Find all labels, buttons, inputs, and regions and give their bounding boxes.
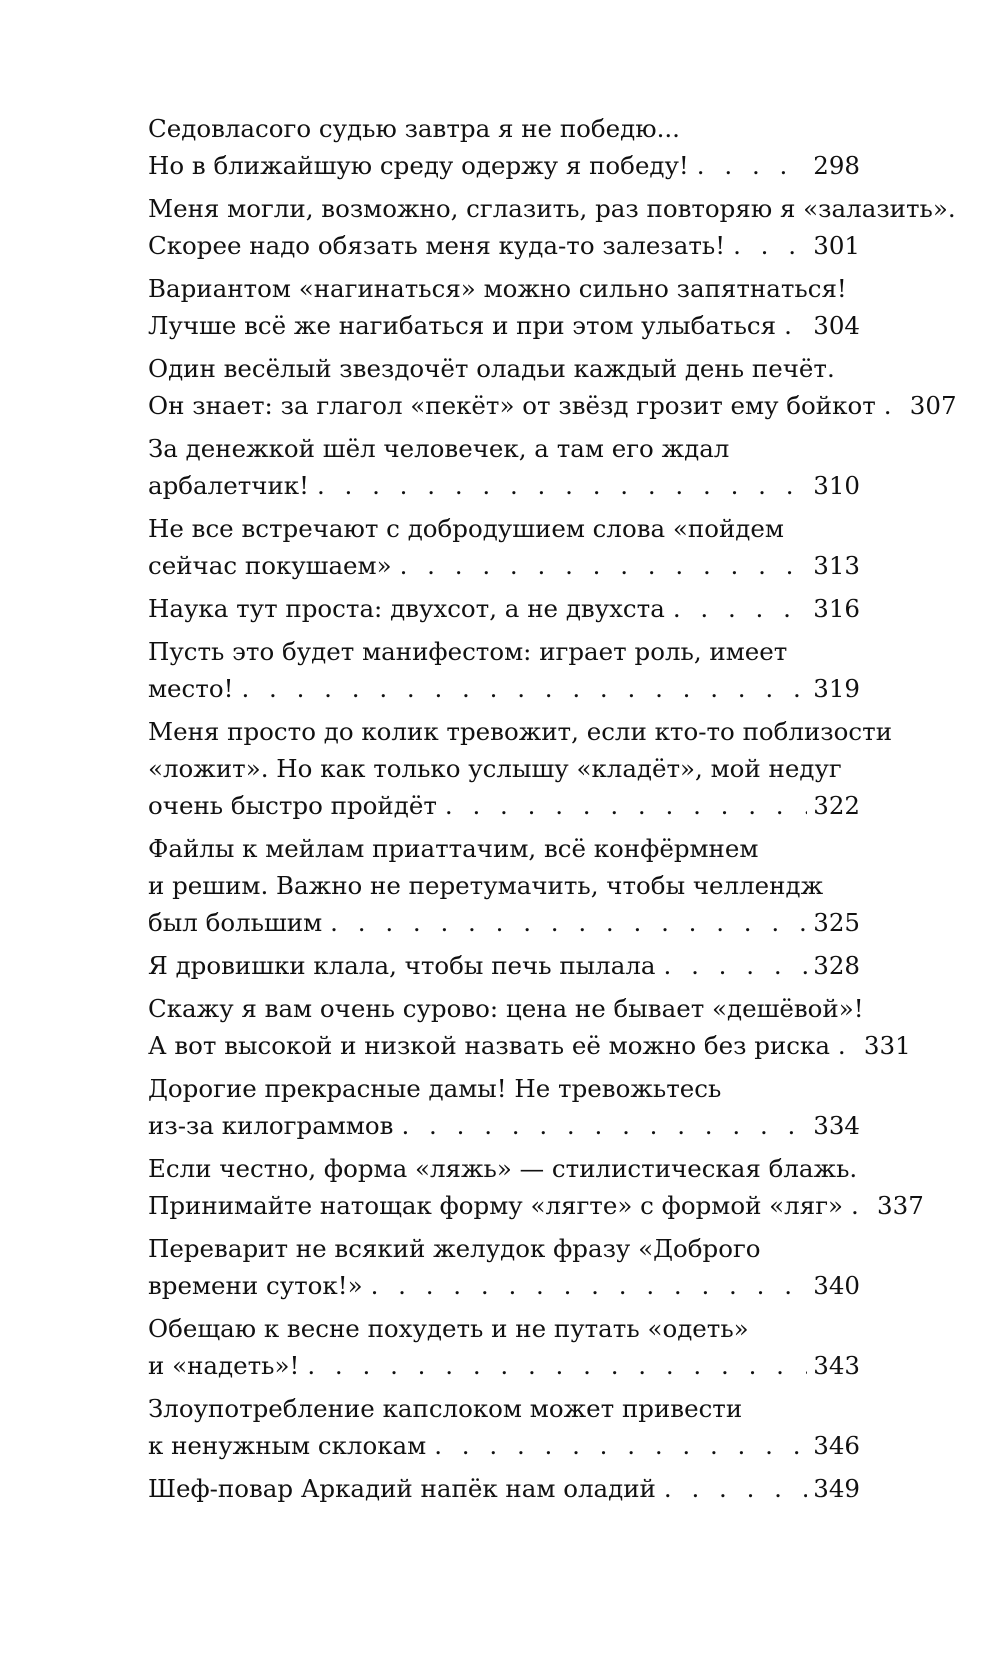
toc-entry-line: Скажу я вам очень сурово: цена не бывает «дешёвой»!: [148, 994, 864, 1023]
toc-entry-line: Он знает: за глагол «пекёт» от звёзд грозит ему бойкот: [148, 391, 876, 420]
toc-entry-line: Скорее надо обязать меня куда-то залезать!: [148, 231, 726, 260]
toc-entry-last-line: [148, 590, 860, 627]
toc-entry-last-line: [148, 467, 860, 504]
toc-entry: [148, 590, 860, 627]
dot-leader: [233, 670, 807, 707]
dot-leader: [656, 1470, 807, 1507]
page-number: 334: [813, 1111, 860, 1140]
toc-entry: [148, 990, 911, 1064]
toc-entry-line: и «надеть»!: [148, 1351, 300, 1380]
toc-entry: [148, 190, 956, 264]
toc-entry-line: «ложит». Но как только услышу «кладёт», мой недуг: [148, 754, 842, 783]
dot-leader: [843, 1187, 871, 1224]
toc-entry-line: Если честно, форма «ляжь» — стилистическая блажь.: [148, 1154, 858, 1183]
dot-leader: [830, 1027, 858, 1064]
dot-leader: [689, 147, 807, 184]
page-number: 337: [877, 1191, 924, 1220]
page-number: 301: [813, 231, 860, 260]
toc-entry-last-line: [148, 787, 860, 824]
toc-entry: [148, 350, 957, 424]
dot-leader: [656, 947, 808, 984]
toc-entry-last-line: [148, 387, 957, 424]
dot-leader: [725, 227, 807, 264]
toc-entry: [148, 947, 860, 984]
dot-leader: [665, 590, 807, 627]
toc-entry-line: Вариантом «нагинаться» можно сильно запятнаться!: [148, 274, 847, 303]
toc-entry-line: Меня просто до колик тревожит, если кто-то поблизости: [148, 717, 893, 746]
dot-leader: [876, 387, 904, 424]
toc-entry-line: За денежкой шёл человечек, а там его ждал: [148, 434, 730, 463]
toc-entry-line: к ненужным склокам: [148, 1431, 427, 1460]
page-number: 319: [813, 674, 860, 703]
toc-entry-line: Переварит не всякий желудок фразу «Доброго: [148, 1234, 761, 1263]
toc-entry-line: сейчас покушаем»: [148, 551, 392, 580]
page-number: 310: [813, 471, 860, 500]
toc-entry-line: арбалетчик!: [148, 471, 309, 500]
toc-entry-last-line: [148, 1027, 911, 1064]
toc-entry: [148, 1230, 860, 1304]
toc-entry-line: Меня могли, возможно, сглазить, раз повторяю я «залазить».: [148, 194, 956, 223]
page-number: 340: [813, 1271, 860, 1300]
toc-entry-last-line: [148, 147, 860, 184]
toc-entry: [148, 510, 860, 584]
page-number: 331: [863, 1031, 911, 1060]
toc-entry: [148, 430, 860, 504]
toc-entry-line: Но в ближайшую среду одержу я победу!: [148, 151, 689, 180]
toc-entry-line: был большим: [148, 908, 323, 937]
toc-entry-line: Один весёлый звездочёт оладьи каждый день печёт.: [148, 354, 835, 383]
page-number: 298: [813, 151, 860, 180]
toc-entry: [148, 1070, 860, 1144]
toc-entry-last-line: [148, 227, 860, 264]
page-number: 307: [909, 391, 957, 420]
toc-entry-line: Седовласого судью завтра я не победю...: [148, 114, 680, 143]
page-number: 322: [813, 791, 860, 820]
toc-entry: [148, 1150, 924, 1224]
toc-entry: [148, 633, 860, 707]
toc-entry-line: Обещаю к весне похудеть и не путать «одеть»: [148, 1314, 749, 1343]
page-number: 316: [813, 594, 860, 623]
toc-entry-last-line: [148, 547, 860, 584]
dot-leader: [363, 1267, 808, 1304]
toc-entry-line: из-за килограммов: [148, 1111, 394, 1140]
toc-entry-line: А вот высокой и низкой назвать её можно без риска: [148, 1031, 830, 1060]
toc-entry-line: Наука тут проста: двухсот, а не двухста: [148, 594, 665, 623]
toc-entry-line: Злоупотребление капслоком может привести: [148, 1394, 743, 1423]
toc-entry: [148, 1310, 860, 1384]
toc-entry-line: Шеф-повар Аркадий напёк нам оладий: [148, 1474, 656, 1503]
toc-entry: [148, 110, 860, 184]
toc-entry: [148, 713, 893, 824]
toc-entry: [148, 1390, 860, 1464]
dot-leader: [437, 787, 807, 824]
toc-entry-line: Лучше всё же нагибаться и при этом улыбаться: [148, 311, 777, 340]
dot-leader: [393, 1107, 807, 1144]
page-number: 304: [813, 311, 860, 340]
toc-entry-last-line: [148, 307, 860, 344]
page-number: 328: [813, 951, 860, 980]
toc-entry-line: Я дровишки клала, чтобы печь пылала: [148, 951, 656, 980]
page-number: 313: [813, 551, 860, 580]
dot-leader: [426, 1427, 807, 1464]
toc-entry-last-line: [148, 1187, 924, 1224]
toc-entry-line: очень быстро пройдёт: [148, 791, 437, 820]
toc-entry-line: Не все встречают с добродушием слова «пойдем: [148, 514, 784, 543]
toc-entry: [148, 1470, 860, 1507]
toc-entry-line: времени суток!»: [148, 1271, 363, 1300]
toc-entry: [148, 830, 860, 941]
toc-entry-last-line: [148, 1107, 860, 1144]
dot-leader: [322, 904, 807, 941]
page-number: 325: [813, 908, 860, 937]
toc-entry-line: Принимайте натощак форму «лягте» с формой «ляг»: [148, 1191, 844, 1220]
toc-entry-last-line: [148, 1470, 860, 1507]
dot-leader: [309, 467, 807, 504]
toc-entry-line: Файлы к мейлам приаттачим, всё конфёрмнем: [148, 834, 759, 863]
dot-leader: [299, 1347, 807, 1384]
page-number: 346: [813, 1431, 860, 1460]
toc-entry-line: место!: [148, 674, 234, 703]
toc-entry-last-line: [148, 1267, 860, 1304]
toc-entry-last-line: [148, 1347, 860, 1384]
toc-entry-line: Пусть это будет манифестом: играет роль, имеет: [148, 637, 788, 666]
dot-leader: [776, 307, 807, 344]
toc-entry-line: Дорогие прекрасные дамы! Не тревожьтесь: [148, 1074, 722, 1103]
toc-entry-last-line: [148, 670, 860, 707]
table-of-contents: [148, 110, 957, 1513]
dot-leader: [392, 547, 808, 584]
toc-entry-last-line: [148, 947, 860, 984]
toc-entry-last-line: [148, 904, 860, 941]
toc-entry: [148, 270, 860, 344]
toc-entry-line: и решим. Важно не перетумачить, чтобы челлендж: [148, 871, 824, 900]
toc-entry-last-line: [148, 1427, 860, 1464]
page-number: 349: [813, 1474, 860, 1503]
page-number: 343: [813, 1351, 860, 1380]
